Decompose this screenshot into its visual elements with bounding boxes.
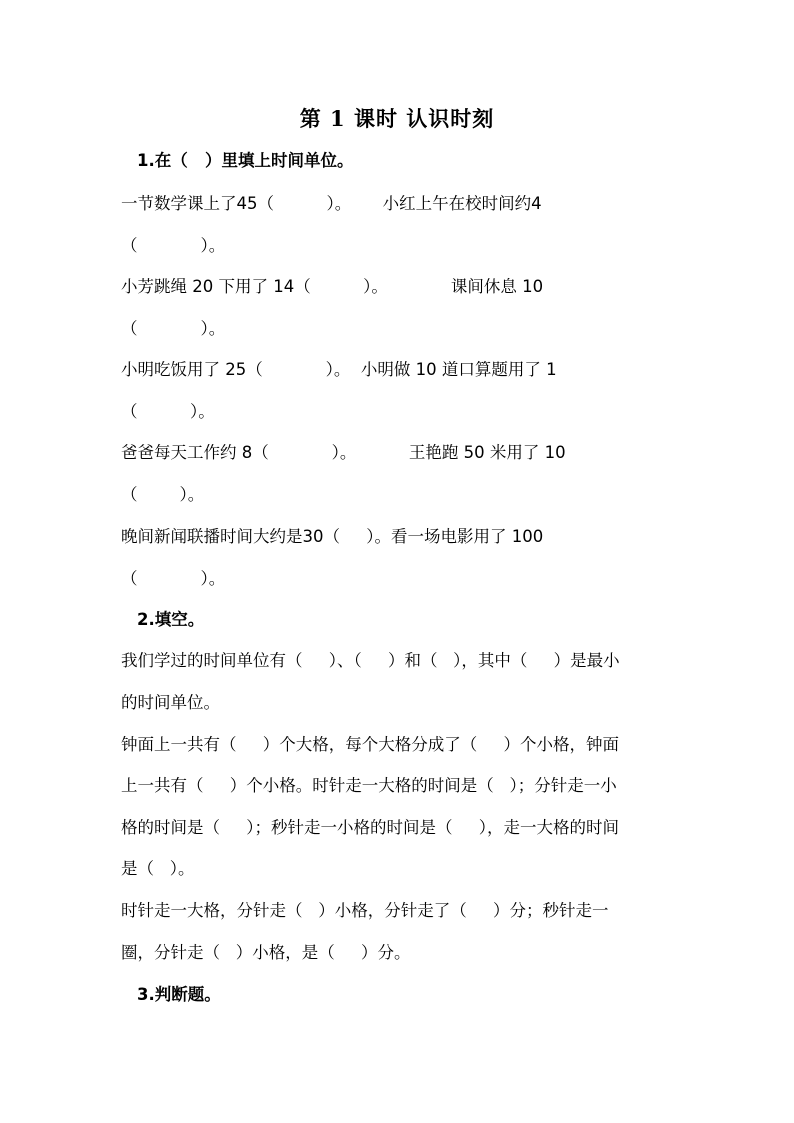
section-3-heading: 3.判断题。 [137, 985, 221, 1004]
section-2-line: 圈，分针走（ ）小格，是（ ）分。 [121, 943, 411, 962]
section-2-line: 格的时间是（ ）；秒针走一小格的时间是（ ），走一大格的时间 [121, 818, 619, 837]
section-2-line: 时针走一大格，分针走（ ）小格，分针走了（ ）分；秒针走一 [121, 901, 609, 920]
section-2-heading: 2.填空。 [137, 610, 205, 629]
section-2-line: 是（ ）。 [121, 859, 195, 878]
section-2-line: 上一共有（ ）个小格。时针走一大格的时间是（ ）；分针走一小 [121, 776, 617, 795]
page-title: 第 1 课时 认识时刻 [299, 106, 495, 131]
section-2-line: 钟面上一共有（ ）个大格，每个大格分成了（ ）个小格，钟面 [121, 735, 619, 754]
section-1-line: （ ）。 [121, 402, 215, 421]
section-1-line: （ ）。 [121, 319, 226, 338]
section-1-line: 一节数学课上了45（ ）。 小红上午在校时间约4 [121, 194, 542, 213]
section-2-line: 我们学过的时间单位有（ ）、（ ）和（ ），其中（ ）是最小 [121, 651, 620, 670]
section-1-line: 小明吃饭用了 25（ ）。 小明做 10 道口算题用了 1 [121, 360, 557, 379]
section-1-heading: 1.在（ ）里填上时间单位。 [137, 151, 354, 170]
section-1-line: （ ）。 [121, 569, 226, 588]
section-2-line: 的时间单位。 [121, 693, 220, 712]
section-1-line: 晚间新闻联播时间大约是30（ ）。看一场电影用了 100 [121, 527, 544, 546]
section-1-line: （ ）。 [121, 236, 226, 255]
section-1-line: （ ）。 [121, 485, 205, 504]
section-1-line: 小芳跳绳 20 下用了 14（ ）。 课间休息 10 [121, 277, 544, 296]
section-1-line: 爸爸每天工作约 8（ ）。 王艳跑 50 米用了 10 [121, 443, 566, 462]
